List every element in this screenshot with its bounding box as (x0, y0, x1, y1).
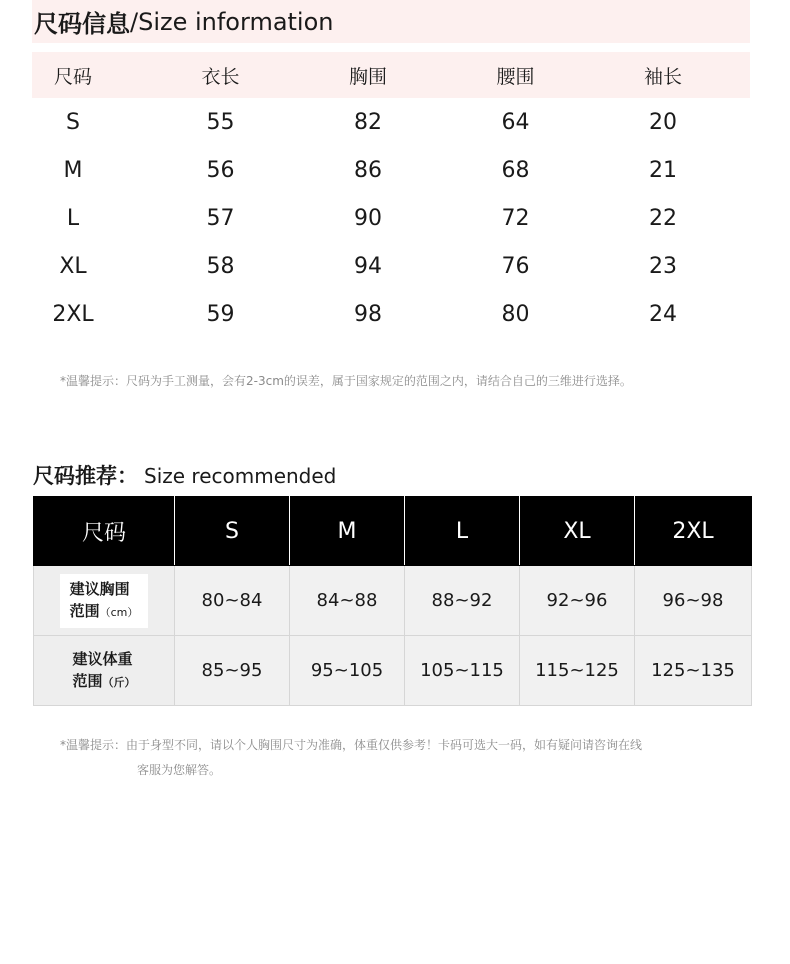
size-info-header-row (32, 52, 750, 98)
cell-chest: 90 (354, 205, 382, 231)
header-size-s: S (175, 497, 290, 566)
header-length: 衣长 (201, 65, 240, 88)
chest-range-unit: （cm） (99, 605, 139, 619)
table-row (34, 566, 752, 636)
header-size-l: L (405, 497, 520, 566)
cell-sleeve: 22 (649, 205, 677, 231)
cell-size: M (63, 157, 83, 183)
cell-sleeve: 24 (649, 301, 677, 327)
header-size-label: 尺码 (34, 497, 175, 566)
header-size-m: M (290, 497, 405, 566)
cell-length: 59 (206, 301, 235, 327)
cell-sleeve: 20 (649, 109, 677, 135)
cell-size: L (66, 205, 80, 231)
cell-sleeve: 23 (649, 253, 677, 279)
weight-range-m: 95~105 (290, 636, 405, 706)
weight-range-label-line1: 建议体重 (72, 649, 133, 668)
size-recommend-title-zh: 尺码推荐： (33, 464, 138, 488)
header-size: 尺码 (53, 65, 92, 88)
cell-size: XL (59, 253, 87, 279)
table-row (32, 194, 750, 242)
chest-range-s: 80~84 (175, 566, 290, 636)
cell-waist: 64 (501, 109, 530, 135)
weight-range-2xl: 125~135 (635, 636, 752, 706)
header-size-2xl: 2XL (635, 497, 752, 566)
chest-range-m: 84~88 (290, 566, 405, 636)
size-recommend-heading (33, 460, 336, 490)
cell-waist: 72 (501, 205, 530, 231)
recommend-note-line1: *温馨提示：由于身型不同，请以个人胸围尺寸为准确，体重仅供参考！卡码可选大一码，如有疑问请咨询在线 (60, 738, 643, 752)
chest-range-l: 88~92 (405, 566, 520, 636)
weight-range-xl: 115~125 (520, 636, 635, 706)
weight-range-label (62, 644, 145, 698)
cell-length: 58 (206, 253, 235, 279)
cell-waist: 76 (501, 253, 530, 279)
size-recommend-title-en: Size recommended (144, 464, 337, 488)
cell-chest: 82 (354, 109, 382, 135)
table-row (32, 146, 750, 194)
cell-size: S (66, 109, 80, 135)
size-info-table (32, 52, 750, 338)
chest-range-2xl: 96~98 (635, 566, 752, 636)
size-recommend-table (33, 496, 752, 706)
table-row (34, 636, 752, 706)
chest-range-label (60, 574, 149, 628)
chest-range-xl: 92~96 (520, 566, 635, 636)
weight-range-label-cell (34, 636, 175, 706)
recommend-note-line2: 客服为您解答。 (137, 763, 222, 777)
cell-chest: 86 (354, 157, 382, 183)
header-chest: 胸围 (348, 65, 387, 88)
chest-range-label-cell (34, 566, 175, 636)
cell-chest: 94 (354, 253, 382, 279)
measurement-note: *温馨提示：尺码为手工测量，会有2-3cm的误差，属于国家规定的范围之内，请结合自己的三维进行选择。 (60, 374, 632, 388)
header-waist: 腰围 (496, 65, 535, 88)
table-row (32, 290, 750, 338)
cell-waist: 68 (501, 157, 530, 183)
cell-waist: 80 (501, 301, 530, 327)
weight-range-label-line2: 范围 (72, 671, 103, 690)
weight-range-s: 85~95 (175, 636, 290, 706)
header-size-xl: XL (520, 497, 635, 566)
size-info-title-en: /Size information (130, 7, 334, 36)
cell-length: 55 (206, 109, 235, 135)
table-row (32, 98, 750, 146)
cell-chest: 98 (354, 301, 382, 327)
cell-length: 57 (206, 205, 235, 231)
chest-range-label-line1: 建议胸围 (69, 579, 130, 598)
weight-range-unit: （斤） (102, 675, 136, 689)
recommend-note (60, 733, 642, 783)
cell-length: 56 (206, 157, 235, 183)
weight-range-l: 105~115 (405, 636, 520, 706)
cell-size: 2XL (52, 301, 94, 327)
table-row (32, 242, 750, 290)
chest-range-label-line2: 范围 (69, 601, 100, 620)
cell-sleeve: 21 (649, 157, 677, 183)
header-sleeve: 袖长 (643, 65, 682, 88)
size-info-heading (32, 0, 750, 43)
recommend-header-row (34, 497, 752, 566)
size-info-title-zh: 尺码信息 (34, 10, 130, 38)
